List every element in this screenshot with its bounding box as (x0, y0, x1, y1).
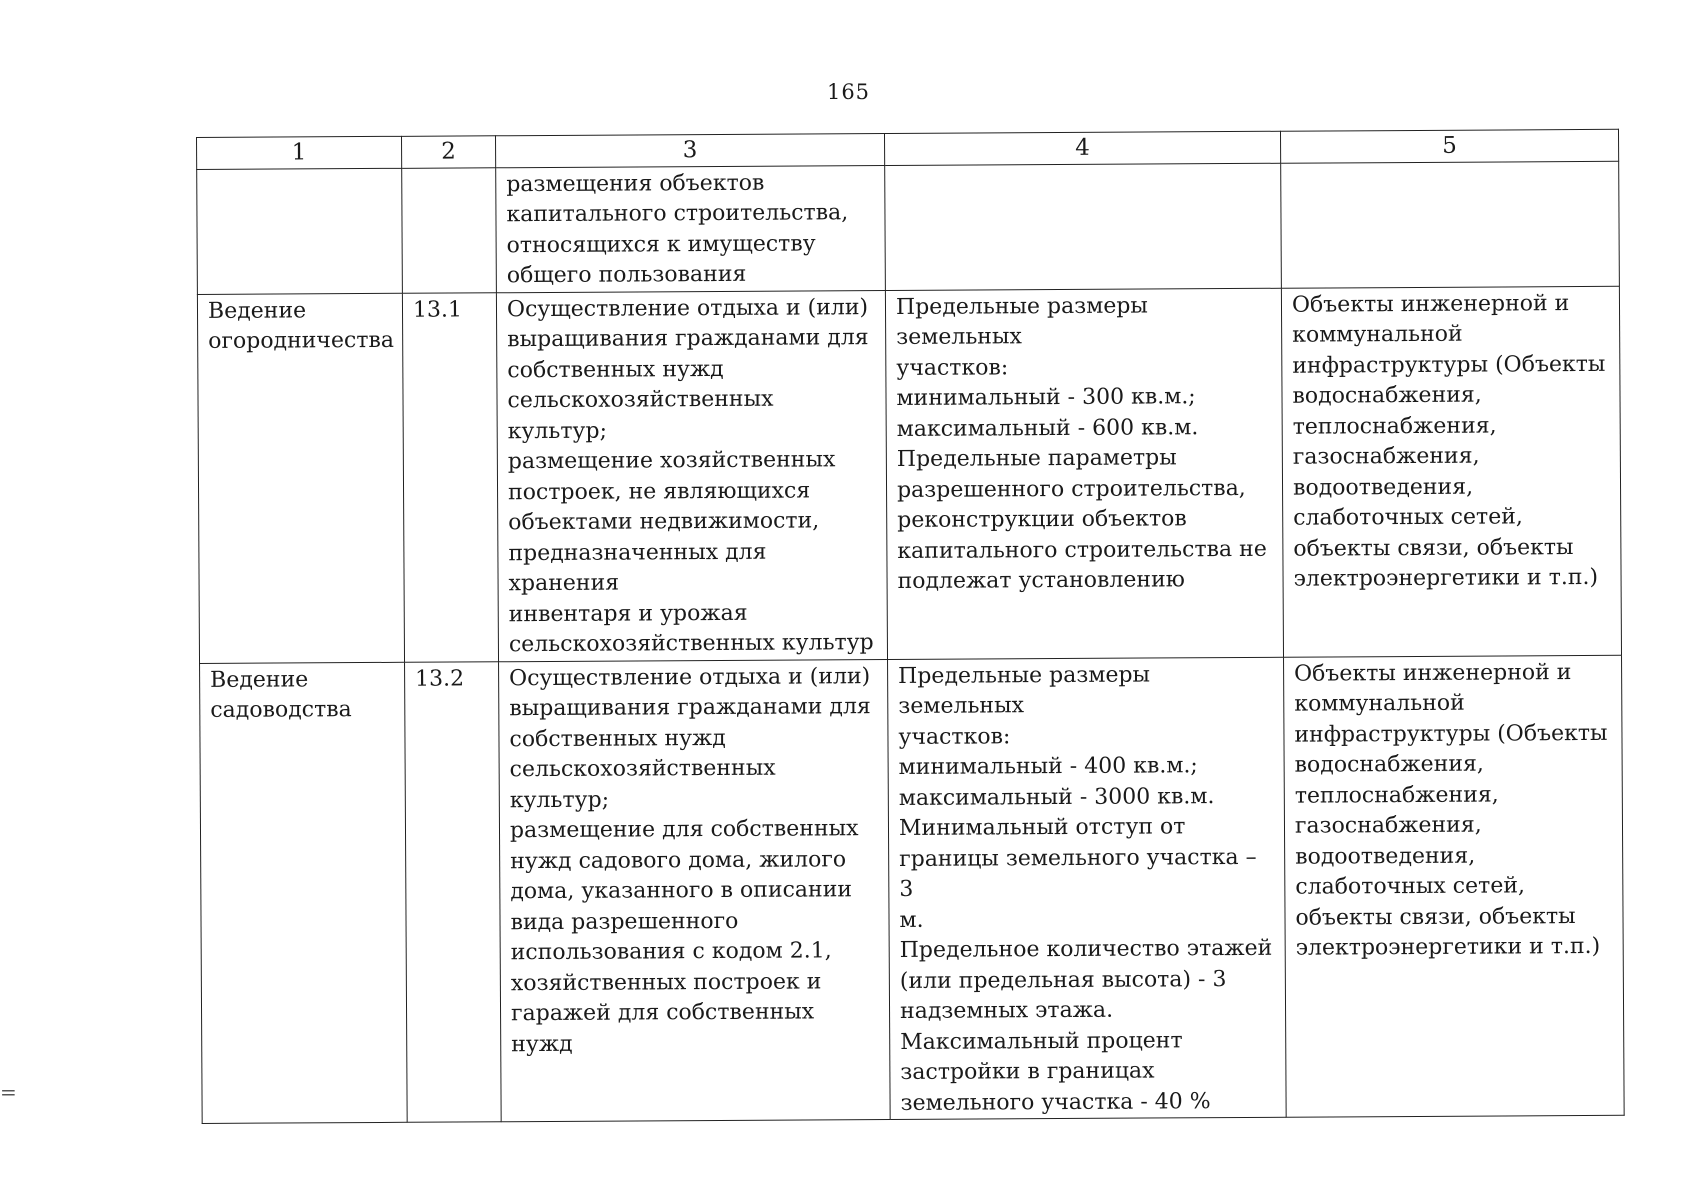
auxiliary-objects-cell: Объекты инженерной и коммунальной инфраструктуры (Объекты водоснабжения, теплоснабжения, газоснабжения, водоотведения, слаботочных сетей, объекты связи, объекты электроэнергетики и т.п.) (1284, 655, 1625, 1117)
land-use-name-cell: Ведение огородничества (197, 293, 404, 663)
page-number: 165 (826, 80, 871, 104)
table-row-continuation (197, 161, 1620, 294)
code-cell (402, 167, 497, 293)
table-row-gardening-13-1 (197, 286, 1621, 663)
table-row-horticulture-13-2 (200, 655, 1625, 1124)
description-cell: размещения объектов капитального строительства, относящихся к имуществу общего пользования (496, 165, 886, 292)
land-use-name-cell (197, 168, 403, 294)
column-header-5: 5 (1280, 129, 1618, 162)
column-header-2: 2 (401, 136, 495, 168)
parameters-cell: Предельные размеры земельных участков: минимальный - 300 кв.м.; максимальный - 600 кв.м. Предельные параметры разрешенного строительства, реконструкции объектов капитального строительства не подлежат установлению (885, 288, 1283, 659)
land-use-table (196, 129, 1625, 1124)
auxiliary-objects-cell: Объекты инженерной и коммунальной инфраструктуры (Объекты водоснабжения, теплоснабжения, газоснабжения, водоотведения, слаботочных сетей, объекты связи, объекты электроэнергетики и т.п.) (1281, 286, 1621, 657)
column-header-3: 3 (495, 134, 884, 168)
description-cell: Осуществление отдыха и (или) выращивания гражданами для собственных нужд сельскохозяйственных культур; размещение хозяйственных построек, не являющихся объектами недвижимости, предназначенных для хранения инвентаря и урожая сельскохозяйственных культур (496, 290, 887, 661)
margin-mark: = (0, 1080, 17, 1104)
code-cell: 13.2 (405, 661, 502, 1122)
parameters-cell (885, 163, 1282, 290)
column-header-4: 4 (884, 131, 1280, 165)
description-cell: Осуществление отдыха и (или) выращивания гражданами для собственных нужд сельскохозяйственных культур; размещение для собственных нужд садового дома, жилого дома, указанного в описании вида разрешенного использования с кодом 2.1, хозяйственных построек и гаражей для собственных нужд (499, 659, 891, 1122)
land-use-name-cell: Ведение садоводства (200, 662, 408, 1124)
code-cell: 13.1 (402, 292, 498, 662)
auxiliary-objects-cell (1281, 161, 1620, 288)
column-header-1: 1 (197, 136, 402, 169)
parameters-cell: Предельные размеры земельных участков: минимальный - 400 кв.м.; максимальный - 3000 кв.м. Минимальный отступ от границы земельного участка – 3 м. Предельное количество этажей (или предельная высота) - 3 надземных этажа. Максимальный процент застройки в границах земельного участка - 40 % (888, 657, 1287, 1120)
